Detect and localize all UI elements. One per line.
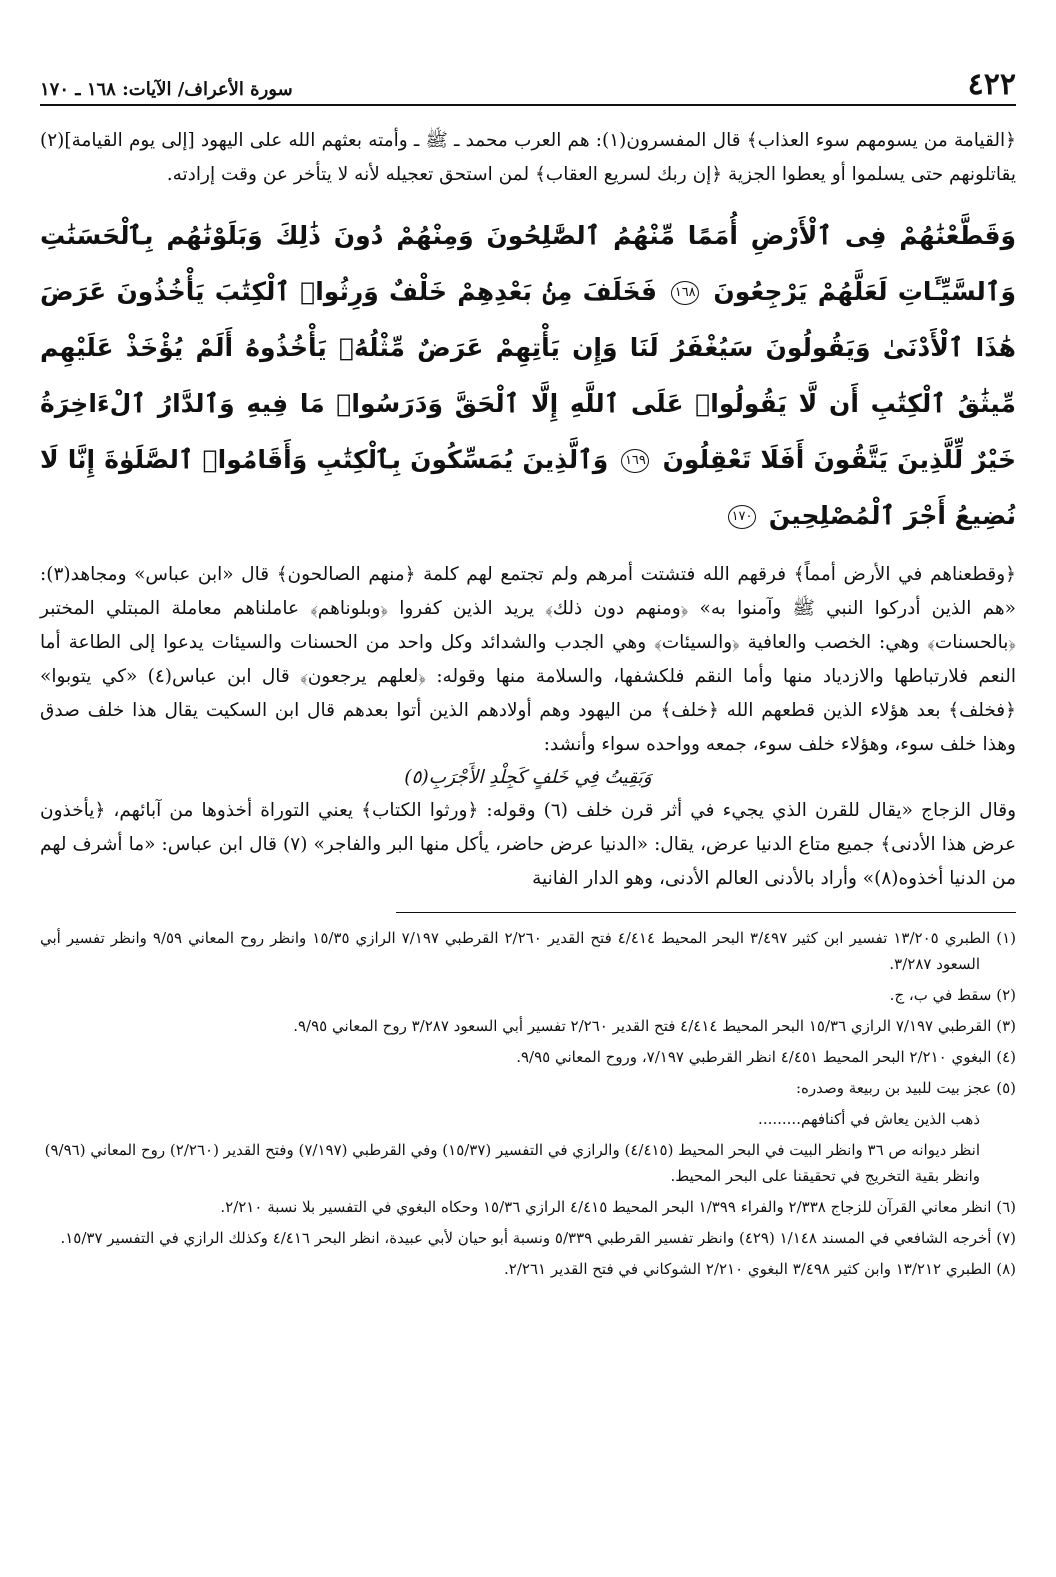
footnote-1: (١) الطبري ١٣/٢٠٥ تفسير ابن كثير ٣/٤٩٧ البحر المحيط ٤/٤١٤ فتح القدير ٢/٢٦٠ القرطبي ٧/١٩٧ الرازي ١٥/٣٥ وانظر روح المعاني ٩/٥٩ وانظر تفسير أبي السعود ٣/٢٨٧. [40, 929, 1017, 973]
verse-168: وَقَطَّعْنَٰهُمْ فِى ٱلْأَرْضِ أُمَمًا مِّنْهُمُ ٱلصَّٰلِحُونَ وَمِنْهُمْ دُونَ ذَٰلِكَ وَبَلَوْنَٰهُم بِٱلْحَسَنَٰتِ وَٱلسَّيِّـَٔاتِ لَعَلَّهُمْ يَرْجِعُونَ [40, 221, 1016, 306]
footnote-4: (٤) البغوي ٢/٢١٠ البحر المحيط ٤/٤٥١ انظر القرطبي ٧/١٩٧، وروح المعاني ٩/٩٥. [516, 1048, 1016, 1066]
book-page [40, 67, 1017, 1557]
footnote-5-refs: انظر ديوانه ص ٣٦ وانظر البيت في البحر المحيط (٤/٤١٥) والرازي في التفسير (١٥/٣٧) وفي القرطبي (٧/١٩٧) وفتح القدير (٢/٢٦٠) روح المعاني (٩/٩٦) وانظر بقية التخريج في تحقيقنا على البحر المحيط. [44, 1141, 980, 1185]
footnote-7: (٧) أخرجه الشافعي في المسند ١/١٤٨ (٤٢٩) وانظر تفسير القرطبي ٥/٣٣٩ ونسبة أبو حيان لأبي عبيدة، انظر البحر ٤/٤١٦ وكذلك الرازي في التفسير ١٥/٣٧. [60, 1229, 1016, 1247]
verse-number-168: ١٦٨ [671, 281, 699, 305]
footnote-6: (٦) انظر معاني القرآن للزجاج ٢/٣٣٨ والفراء ١/٣٩٩ البحر المحيط ٤/٤١٥ الرازي ١٥/٣٦ وحكاه البغوي في التفسير بلا نسبة ٢/٢١٠. [220, 1198, 1016, 1216]
footnote-2: (٢) سقط في ب، ج. [889, 986, 1016, 1004]
verse-170: وَٱلَّذِينَ يُمَسِّكُونَ بِٱلْكِتَٰبِ وَأَقَامُوا۟ ٱلصَّلَوٰةَ إِنَّا لَا نُضِيعُ أَجْرَ ٱلْمُصْلِحِينَ [40, 445, 1016, 530]
quran-verses [40, 208, 1016, 544]
page-number: ٤٢٢ [967, 67, 1016, 102]
page-header [40, 67, 1016, 106]
verse-number-169: ١٦٩ [621, 449, 649, 473]
footnote-5-verse: ذهب الذين يعاش في أكنافهم......... [758, 1110, 980, 1128]
intro-paragraph: ﴿القيامة من يسومهم سوء العذاب﴾ قال المفسرون(١): هم العرب محمد ـ ﷺ ـ وأمته بعثهم الله على اليهود [إلى يوم القيامة](٢) يقاتلونهم حتى يسلموا أو يعطوا الجزية ﴿إن ربك لسريع العقاب﴾ لمن استحق تعجيله لأنه لا يتأخر عن وقت إرادته. [40, 130, 1016, 185]
running-title: سورة الأعراف/ الآيات: ١٦٨ ـ ١٧٠ [40, 79, 293, 100]
verse-number-170: ١٧٠ [728, 505, 756, 529]
footnote-3: (٣) القرطبي ٧/١٩٧ الرازي ١٥/٣٦ البحر المحيط ٤/٤١٤ فتح القدير ٢/٢٦٠ تفسير أبي السعود ٣/٢٨٧ روح المعاني ٩/٩٥. [293, 1017, 1016, 1035]
commentary-paragraph-2: وقال الزجاج «يقال للقرن الذي يجيء في أثر قرن خلف (٦) وقوله: ﴿ورثوا الكتاب﴾ يعني التوراة أخذوها من آبائهم، ﴿يأخذون عرض هذا الأدنى﴾ جميع متاع الدنيا عرض، يقال: «الدنيا عرض حاضر، يأكل منها البر والفاجر» (٧) قال ابن عباس: «ما أشرف لهم من الدنيا أخذوه(٨)» وأراد بالأدنى العالم الأدنى، وهو الدار الفانية [40, 800, 1016, 889]
commentary-paragraph-1: ﴿وقطعناهم في الأرض أمماً﴾ فرقهم الله فتشتت أمرهم ولم تجتمع لهم كلمة ﴿منهم الصالحون﴾ قال «ابن عباس» ومجاهد(٣): «هم الذين أدركوا النبي ﷺ وآمنوا به» ﴿ومنهم دون ذلك﴾ يريد الذين كفروا ﴿وبلوناهم﴾ عاملناهم معاملة المبتلي المختبر ﴿بالحسنات﴾ وهي: الخصب والعافية ﴿والسيئات﴾ وهي الجدب والشدائد وكل واحد من الحسنات والسيئات يدعوا إلى الطاعة أما النعم فلارتباطها والازدياد منها وأما النقم فلكشفها، والسلامة منها وقوله: ﴿لعلهم يرجعون﴾ قال ابن عباس(٤) «كي يتوبوا» ﴿فخلف﴾ بعد هؤلاء الذين قطعهم الله ﴿خلف﴾ من اليهود وهم أولادهم الذين أتوا بعدهم قال ابن السكيت يقال هذا خلف صدق وهذا خلف سوء، وهؤلاء خلف سوء، جمعه وواحده سواء وأنشد: [40, 564, 1016, 755]
verse-169: فَخَلَفَ مِنۢ بَعْدِهِمْ خَلْفٌ وَرِثُوا۟ ٱلْكِتَٰبَ يَأْخُذُونَ عَرَضَ هَٰذَا ٱلْأَدْنَىٰ وَيَقُولُونَ سَيُغْفَرُ لَنَا وَإِن يَأْتِهِمْ عَرَضٌ مِّثْلُهُۥ يَأْخُذُوهُ أَلَمْ يُؤْخَذْ عَلَيْهِم مِّيثَٰقُ ٱلْكِتَٰبِ أَن لَّا يَقُولُوا۟ عَلَى ٱللَّهِ إِلَّا ٱلْحَقَّ وَدَرَسُوا۟ مَا فِيهِ وَٱلدَّارُ ٱلْءَاخِرَةُ خَيْرٌ لِّلَّذِينَ يَتَّقُونَ أَفَلَا تَعْقِلُونَ [40, 277, 1017, 474]
footnotes [40, 925, 1016, 1282]
footnote-divider [396, 912, 1016, 913]
footnote-8: (٨) الطبري ١٣/٢١٢ وابن كثير ٣/٤٩٨ البغوي ٢/٢١٠ الشوكاني في فتح القدير ٢/٢٦١. [504, 1260, 1016, 1278]
poem-line: وَبَقِيتُ فِي خَلفٍ كَجِلْدِ الأَجْرَبِ(٥) [404, 767, 652, 788]
footnote-5: (٥) عجز بيت للبيد بن ربيعة وصدره: [795, 1079, 1016, 1097]
